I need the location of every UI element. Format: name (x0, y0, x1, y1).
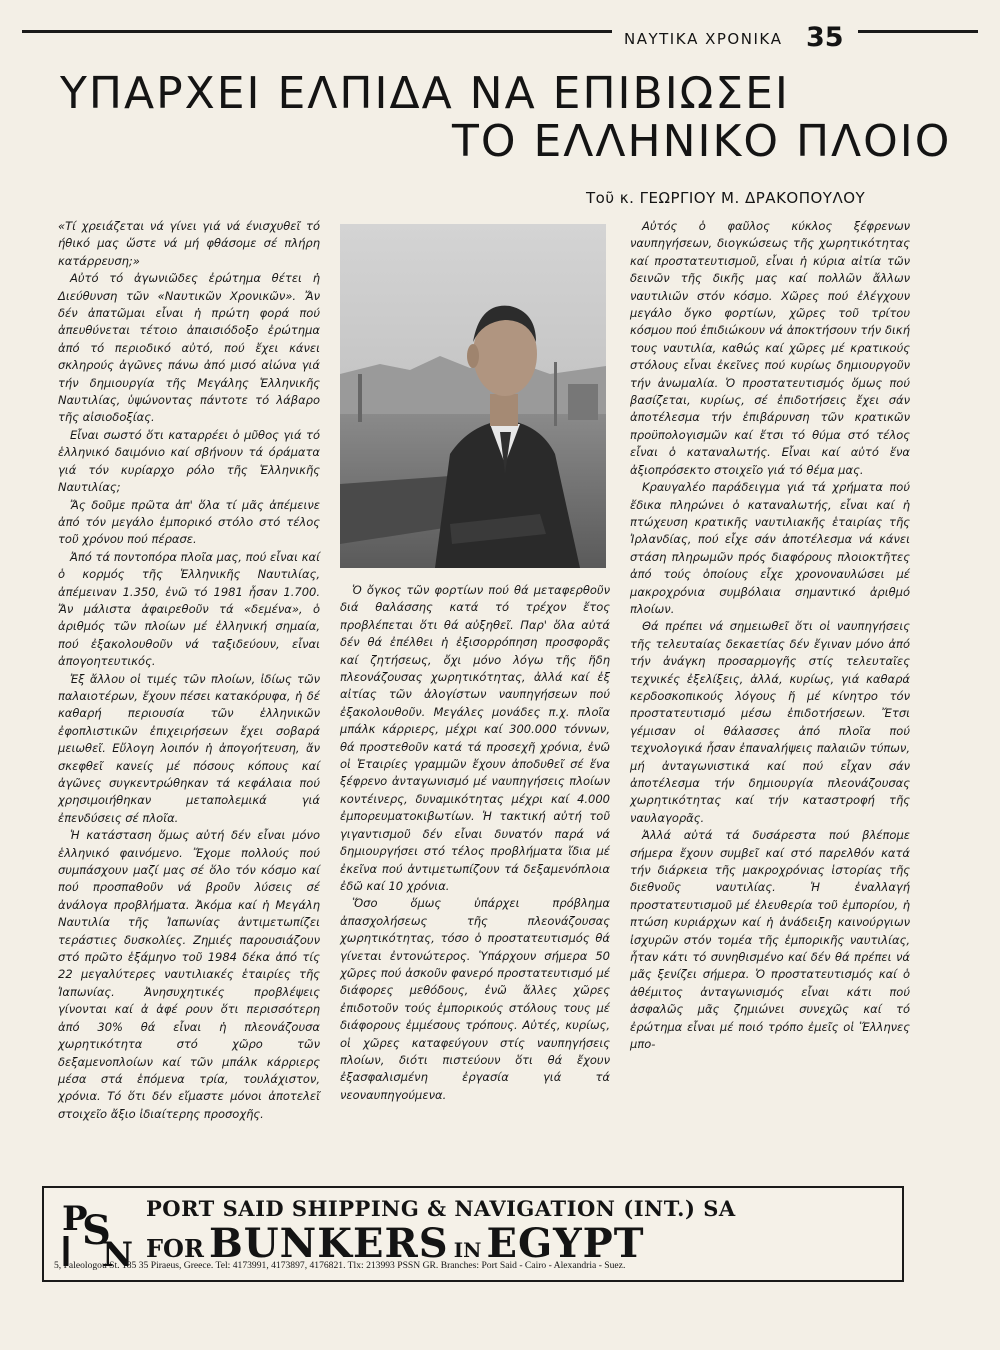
paragraph: Ἀλλά αὐτά τά δυσάρεστα πού βλέπομε σήμερα ἔχουν συμβεῖ καί στό παρελθόν κατά τήν διάρκεια τῆς μακροχρόνιας ἱστορίας τῆς διεθνοῦς ναυτιλίας. Ἡ ἐναλλαγή προστατευτισμοῦ μέ ἐλευθερία τοῦ ἐμπορίου, ἡ πτώση κυριάρχων καί ἡ ἀνάδειξη καινούργιων ἰσχυρῶν στόν τομέα τῆς ἐμπορικῆς ναυτιλίας, ἦταν κάτι τό συνηθισμένο καί δέν θά πρέπει νά μᾶς ξενίζει σήμερα. Ὁ προστατευτισμός καί ὁ ἀθέμιτος ἀνταγωνισμός εἶναι κάτι πού ἀσφαλῶς μᾶς ζημιώνει συνεχῶς καί τό ἐρώτημα εἶναι μέ ποιό τρόπο ἐμεῖς οἱ Ἕλληνες μπο- (630, 828, 910, 1052)
paragraph: «Τί χρειάζεται νά γίνει γιά νά ένισχυθεῖ τό ήθικό μας ὥστε νά μή φθάσομε σέ πλήρη κατάρρευση;» (58, 219, 320, 268)
header-rule-right (858, 30, 978, 33)
paragraph: Θά πρέπει νά σημειωθεῖ ὅτι οἱ ναυπηγήσεις τῆς τελευταίας δεκαετίας δέν ἔγιναν μόνο ἀπό τήν ἀνάγκη προσαρμογῆς στίς τελευταῖες τεχνικές ἐξελίξεις, ἀλλά, κυρίως, γιά καθαρά κερδοσκοπικούς λόγους ἤ μέ κίνητρο τόν προστατευτισμό μέσω ἐπιδοτήσεων. Ἔτσι γέμισαν οἱ θάλασσες ἀπό πλοῖα πού τεχνολογικά ἦσαν ἐπαναλήψεις παλαιῶν τύπων, μή ἀνταγωνιστικά καί πού εἶχαν σάν ἀποτέλεσμα τήν δημιουργία πλεονάζουσας χωρητικότητας καί τήν καταστροφή τῆς ναυλαγορᾶς. (630, 619, 910, 825)
article-title-line2: ΤΟ ΕΛΛΗΝΙΚΟ ΠΛΟΙΟ (452, 116, 952, 167)
paragraph: Αὐτό τό ἀγωνιῶδες ἐρώτημα θέτει ἡ Διεύθυνση τῶν «Ναυτικῶν Χρονικῶν». Ἄν δέν ἀπατῶμαι εἶναι ἡ πρώτη φορά πού ἀπευθύνεται τέτοιο ἀπαισιόδοξο ἐρώτημα ἀπό τό περιοδικό αὐτό, πού ἔχει κάνει σκληρούς ἀγῶνες πάνω ἀπό μισό αἰώνα γιά τήν δημιουργία τῆς Μεγάλης Ἑλληνικῆς Ναυτιλίας, ὑψώνοντας πάντοτε τό λάβαρο τῆς αἰσιοδοξίας. (58, 271, 320, 425)
ad-bunkers: BUNKERS (208, 1220, 449, 1267)
paragraph: Ἡ κατάσταση ὅμως αὐτή δέν εἶναι μόνο ἑλληνικό φαινόμενο. Ἔχομε πολλούς πού συμπάσχουν μαζί μας σέ ὅλο τόν κόσμο καί πού προσπαθοῦν νά βροῦν λύσεις σέ ἀνάλογα προβλήματα. Ἀκόμα καί ἡ Μεγάλη Ναυτιλία τῆς Ἰαπωνίας ἀντιμετωπίζει τεράστιες δυσκολίες. Ζημιές παρουσιάζουν στό πρῶτο ἑξάμηνο τοῦ 1984 δέκα ἀπό τίς 22 μεγαλύτερες ναυτιλιακές ἑταιρίες τῆς Ἰαπωνίας. Ἀνησυχητικές προβλέψεις γίνονται καί ἀ ἀφέ ρουν ὅτι περισσότερη ἀπό 30% θά εἶναι ἡ πλεονάζουσα χωρητικότητα στό χῶρο τῶν δεξαμενοπλοίων καί τῶν μπάλκ κάρριερς μέσα στά ἑπόμενα τρία, τουλάχιστον, χρόνια. Τό ὅτι δέν εἴμαστε μόνοι ἀποτελεῖ στοιχεῖο ἄξιο ἰδιαίτερης προσοχῆς. (58, 828, 320, 1121)
paragraph: Ἀπό τά ποντοπόρα πλοῖα μας, πού εἶναι καί ὁ κορμός τῆς Ἑλληνικῆς Ναυτιλίας, ἀπέμειναν 1.350, ἐνῶ τό 1981 ἦσαν 1.700. Ἄν μάλιστα ἀφαιρεθοῦν τά «δεμένα», ὁ ἀριθμός τῶν πλοίων μέ ἑλληνική σημαία, πού ἐξακολουθοῦν νά ταξιδεύουν, εἶναι ἀπογοητευτικός. (58, 549, 320, 669)
article-column-3 (630, 218, 910, 1054)
ad-in: IN (453, 1238, 482, 1262)
ad-contact-info: 5, Paleologou St. 185 35 Piraeus, Greece. Tel: 4173991, 4173897, 4176821. Tlx: 213993 PSSN GR. Branches: Port Said - Cairo - Alexandria - Suez. (54, 1260, 626, 1271)
paragraph: Ὁ ὄγκος τῶν φορτίων πού θά μεταφερθοῦν διά θαλάσσης κατά τό τρέχον ἔτος προβλέπεται ὅτι θά αὐξηθεῖ. Παρ' ὅλα αὐτά δέν θά ἐπέλθει ἡ ἐξισορρόπηση προσφορᾶς καί ζητήσεως, ὄχι μόνο λόγω τῆς ἤδη πλεονάζουσας χωρητικότητας, ἀλλά καί ἐξ αἰτίας τῶν ἀλογίστων ναυπηγήσεων πού ἐξακολουθοῦν. Μεγάλες μονάδες π.χ. πλοῖα μπάλκ κάρριερς, μέχρι καί 300.000 τόννων, θά προστεθοῦν κατά τά προσεχῆ χρόνια, ἐνῶ οἱ Ἑταιρίες γραμμῶν ἔχουν ἀποδυθεῖ σέ ἕνα ξέφρενο ἀνταγωνισμό μέ ναυπηγήσεις πλοίων κοντέινερς, δυναμικότητας μέχρι καί 4.000 ἐμπορευματοκιβωτίων. Ἡ τακτική αὐτή τοῦ γιγαντισμοῦ δέν εἶναι δυνατόν παρά νά δημιουργήσει στό τέλος προβλήματα ἴδια μέ ἐκεῖνα πού ἀντιμετωπίζουν τά δεξαμενόπλοια ἐδῶ καί 10 χρόνια. (340, 583, 610, 893)
svg-text:P: P (62, 1199, 88, 1239)
header-rule-left (22, 30, 612, 33)
ad-for: FOR (146, 1234, 204, 1263)
svg-text:S: S (82, 1207, 111, 1254)
psn-logo-icon (58, 1196, 138, 1270)
ad-egypt: EGYPT (486, 1220, 645, 1267)
paragraph: Κραυγαλέο παράδειγμα γιά τά χρήματα πού ἔδικα πληρώνει ὁ καταναλωτής, εἶναι καί ἡ πτώχευση κρατικῆς ναυτιλιακῆς ἑταιρίας τῆς Ἰρλανδίας, πού εἶχε σάν ἀποτέλεσμα νά κάνει στάση πληρωμῶν πρός διαφόρους πλοιοκτῆτες ἀπό τούς ὁποίους εἶχε χρονοναυλώσει μέ μακροχρόνια συμβόλαια σημαντικό ἀριθμό πλοίων. (630, 480, 910, 616)
paragraph: Ἄς δοῦμε πρῶτα ἀπ' ὅλα τί μᾶς ἀπέμεινε ἀπό τόν μεγάλο ἐμπορικό στόλο στό τέλος τοῦ χρόνου πού πέρασε. (58, 497, 320, 547)
ad-company-name: PORT SAID SHIPPING & NAVIGATION (INT.) SA (146, 1196, 736, 1221)
magazine-name: ΝΑΥΤΙΚΑ ΧΡΟΝΙΚΑ (624, 30, 783, 48)
article-column-2 (340, 582, 610, 1104)
svg-text:N: N (102, 1235, 134, 1270)
author-portrait-photo (340, 224, 606, 568)
paragraph: Ὅσο ὅμως ὑπάρχει πρόβλημα ἀπασχολήσεως τῆς πλεονάζουσας χωρητικότητας, τόσο ὁ προστατευτισμός θά γίνεται ἐντονώτερος. Ὑπάρχουν σήμερα 50 χῶρες πού ἀσκοῦν φανερό προστατευτισμό μέ διάφορες μεθόδους, ἐνῶ ἄλλες χῶρες ἐπιδοτοῦν τούς ἐμπορικούς στόλους τους μέ διάφορους ἐμμέσους τρόπους. Αὐτές, κυρίως, οἱ χῶρες καταφεύγουν στίς ναυπηγήσεις πλοίων, διότι πιστεύουν ὅτι θά ἔχουν ἐξασφαλισμένη ἐργασία γιά τά νεοναυπηγούμενα. (340, 896, 610, 1102)
advertisement-box (42, 1186, 904, 1282)
article-title-line1: ΥΠΑΡΧΕΙ ΕΛΠΙΔΑ ΝΑ ΕΠΙΒΙΩΣΕΙ (60, 68, 790, 119)
paragraph: Αὐτός ὁ φαῦλος κύκλος ξέφρενων ναυπηγήσεων, διογκώσεως τῆς χωρητικότητας καί προστατευτισμοῦ, εἶναι ἡ κύρια αἰτία τῶν δεινῶν τῆς δικῆς μας καί πολλῶν ἄλλων ναυτιλιῶν στόν κόσμο. Χῶρες πού ἐλέγχουν μεγάλο ὄγκο φορτίων, χῶρες τοῦ τρίτου κόσμου πού ἐπιδιώκουν νά ἀποκτήσουν τήν δική τους ναυτιλία, καθώς καί χῶρες μέ κρατικούς στόλους εἶναι ἐκεῖνες πού κυρίως δημιουργοῦν τήν ἀνωμαλία. Ὁ προστατευτισμός ὅμως πού βασίζεται, κυρίως, σέ ἐπιδοτήσεις ἔχει σάν ἀποτέλεσμα τήν ἐπιβάρυνση τῶν κρατικῶν προϋπολογισμῶν καί ἔτσι τό θύμα στό τέλος εἶναι ὁ καταναλωτής. Εἶναι καί αὐτό ἕνα ἀξιοπρόσεκτο στοιχεῖο γιά τό θέμα μας. (630, 219, 910, 477)
paragraph: Ἐξ ἄλλου οἱ τιμές τῶν πλοίων, ἰδίως τῶν παλαιοτέρων, ἔχουν πέσει κατακόρυφα, ἡ δέ καθαρή περιουσία τῶν ἑλληνικῶν ἐφοπλιστικῶν ἐπιχειρήσεων ἔχει σοβαρά μειωθεῖ. Εὔλογη λοιπόν ἡ ἀπογοήτευση, ἄν σκεφθεῖ κανείς μέ πόσους κόπους καί ἀγῶνες συγκεντρώθηκαν τά κεφάλαια πού χρησιμοιήθηκαν μεταπολεμικά γιά ἐπενδύσεις σέ πλοῖα. (58, 671, 320, 825)
article-byline: Τοῦ κ. ΓΕΩΡΓΙΟΥ Μ. ΔΡΑΚΟΠΟΥΛΟΥ (586, 189, 866, 207)
page-number: 35 (806, 22, 844, 53)
article-column-1 (58, 218, 320, 1123)
paragraph: Εἶναι σωστό ὅτι καταρρέει ὁ μῦθος γιά τό ἑλληνικό δαιμόνιο καί σβήνουν τά όράματα γιά τόν κυρίαρχο ρόλο τῆς Ἑλληνικῆς Ναυτιλίας; (58, 427, 320, 495)
